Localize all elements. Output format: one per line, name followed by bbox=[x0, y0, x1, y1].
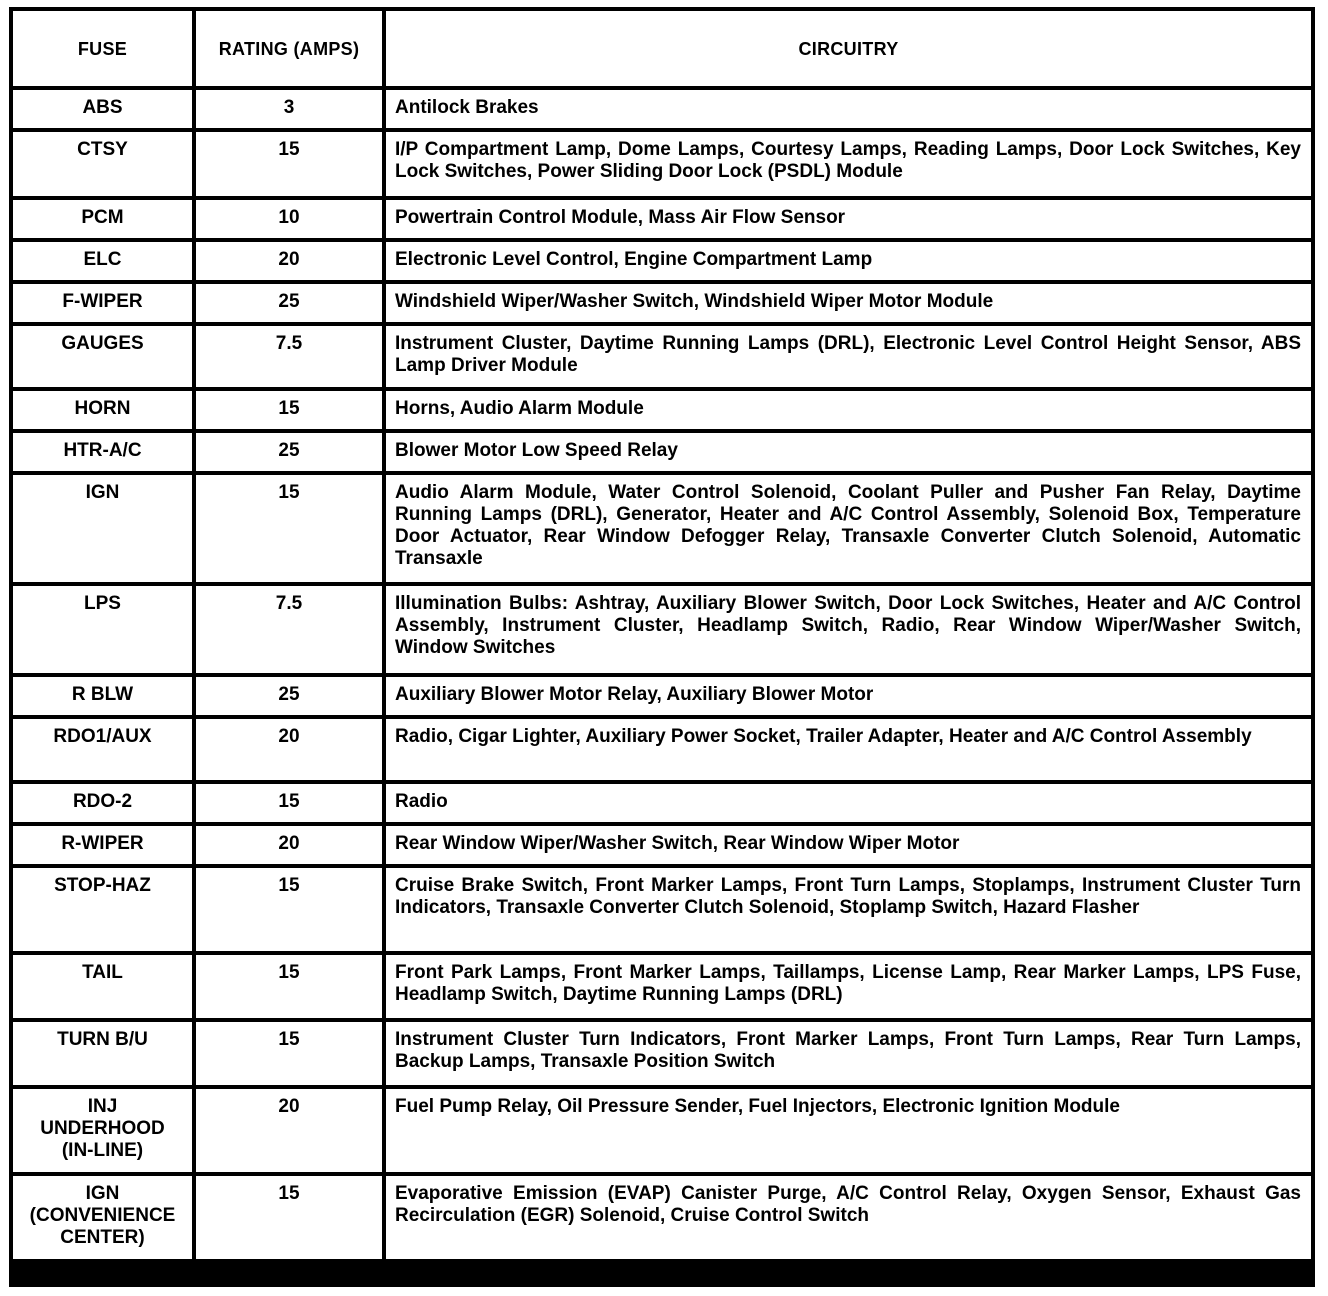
fuse-name: R BLW bbox=[71, 684, 134, 705]
circuitry-cell: Fuel Pump Relay, Oil Pressure Sender, Fuel Injectors, Electronic Ignition Module bbox=[386, 1089, 1311, 1172]
fuse-name: LPS bbox=[84, 593, 121, 614]
circuitry-cell: Radio bbox=[386, 784, 1311, 822]
fuse-name: HTR-A/C bbox=[63, 440, 142, 461]
circuitry-cell: Cruise Brake Switch, Front Marker Lamps, Front Turn Lamps, Stoplamps, Instrument Cluster Turn Indicators, Transaxle Converter Clutch Solenoid, Stoplamp Switch, Hazard Flasher bbox=[386, 868, 1311, 951]
fuse-name: RDO1/AUX bbox=[53, 726, 152, 747]
fuse-cell bbox=[13, 1176, 192, 1259]
circuitry-cell: Evaporative Emission (EVAP) Canister Purge, A/C Control Relay, Oxygen Sensor, Exhaust Gas Recirculation (EGR) Solenoid, Cruise Control Switch bbox=[386, 1176, 1311, 1259]
rating-cell: 15 bbox=[196, 784, 382, 822]
fuse-name: (CONVENIENCE bbox=[29, 1205, 176, 1226]
fuse-name: IGN bbox=[85, 482, 120, 503]
rating-cell: 15 bbox=[196, 955, 382, 1018]
rating-cell: 20 bbox=[196, 719, 382, 780]
fuse-cell bbox=[13, 1089, 192, 1172]
fuse-name: UNDERHOOD bbox=[40, 1118, 165, 1139]
rating-cell: 15 bbox=[196, 1022, 382, 1085]
fuse-cell bbox=[13, 433, 192, 471]
fuse-name: RDO-2 bbox=[72, 791, 133, 812]
circuitry-cell: Instrument Cluster Turn Indicators, Front Marker Lamps, Front Turn Lamps, Rear Turn Lamps, Backup Lamps, Transaxle Position Switch bbox=[386, 1022, 1311, 1085]
fuse-name: GAUGES bbox=[61, 333, 144, 354]
rating-cell: 7.5 bbox=[196, 586, 382, 673]
circuitry-cell: Auxiliary Blower Motor Relay, Auxiliary Blower Motor bbox=[386, 677, 1311, 715]
fuse-cell bbox=[13, 784, 192, 822]
circuitry-cell: Blower Motor Low Speed Relay bbox=[386, 433, 1311, 471]
fuse-cell bbox=[13, 955, 192, 1018]
fuse-name: IGN bbox=[85, 1183, 120, 1204]
fuse-cell bbox=[13, 326, 192, 387]
fuse-name: PCM bbox=[81, 207, 124, 228]
circuitry-cell: Electronic Level Control, Engine Compartment Lamp bbox=[386, 242, 1311, 280]
fuse-name: INJ bbox=[87, 1096, 118, 1117]
fuse-cell bbox=[13, 586, 192, 673]
fuse-name: R-WIPER bbox=[61, 833, 144, 854]
circuitry-cell: Antilock Brakes bbox=[386, 90, 1311, 128]
fuse-name: STOP-HAZ bbox=[54, 875, 151, 896]
fuse-cell bbox=[13, 475, 192, 582]
rating-cell: 15 bbox=[196, 391, 382, 429]
circuitry-cell: Radio, Cigar Lighter, Auxiliary Power Socket, Trailer Adapter, Heater and A/C Control Assembly bbox=[386, 719, 1311, 780]
header-fuse: FUSE bbox=[13, 11, 192, 86]
fuse-cell bbox=[13, 719, 192, 780]
rating-cell: 3 bbox=[196, 90, 382, 128]
fuse-name: CENTER) bbox=[60, 1227, 145, 1248]
rating-cell: 20 bbox=[196, 242, 382, 280]
circuitry-cell: Windshield Wiper/Washer Switch, Windshield Wiper Motor Module bbox=[386, 284, 1311, 322]
header-circuitry: CIRCUITRY bbox=[386, 11, 1311, 86]
fuse-name: F-WIPER bbox=[62, 291, 143, 312]
fuse-cell bbox=[13, 868, 192, 951]
fuse-name: HORN bbox=[74, 398, 131, 419]
fuse-name: ABS bbox=[82, 97, 123, 118]
fuse-cell bbox=[13, 284, 192, 322]
rating-cell: 25 bbox=[196, 677, 382, 715]
circuitry-cell: Instrument Cluster, Daytime Running Lamps (DRL), Electronic Level Control Height Sensor, ABS Lamp Driver Module bbox=[386, 326, 1311, 387]
fuse-name: ELC bbox=[83, 249, 122, 270]
fuse-cell bbox=[13, 132, 192, 196]
rating-cell: 25 bbox=[196, 284, 382, 322]
fuse-cell bbox=[13, 242, 192, 280]
fuse-name: TURN B/U bbox=[57, 1029, 148, 1050]
fuse-cell bbox=[13, 391, 192, 429]
fuse-cell bbox=[13, 90, 192, 128]
fuse-cell bbox=[13, 826, 192, 864]
fuse-cell bbox=[13, 200, 192, 238]
fuse-cell bbox=[13, 1022, 192, 1085]
circuitry-cell: Powertrain Control Module, Mass Air Flow Sensor bbox=[386, 200, 1311, 238]
header-rating: RATING (AMPS) bbox=[196, 11, 382, 86]
circuitry-cell: Horns, Audio Alarm Module bbox=[386, 391, 1311, 429]
circuitry-cell: Rear Window Wiper/Washer Switch, Rear Window Wiper Motor bbox=[386, 826, 1311, 864]
fuse-cell bbox=[13, 677, 192, 715]
rating-cell: 15 bbox=[196, 1176, 382, 1259]
fuse-table bbox=[9, 7, 1315, 1287]
rating-cell: 7.5 bbox=[196, 326, 382, 387]
fuse-name: TAIL bbox=[82, 962, 123, 983]
rating-cell: 10 bbox=[196, 200, 382, 238]
circuitry-cell: I/P Compartment Lamp, Dome Lamps, Courtesy Lamps, Reading Lamps, Door Lock Switches, Key Lock Switches, Power Sliding Door Lock (PSDL) Module bbox=[386, 132, 1311, 196]
rating-cell: 25 bbox=[196, 433, 382, 471]
rating-cell: 20 bbox=[196, 1089, 382, 1172]
rating-cell: 20 bbox=[196, 826, 382, 864]
rating-cell: 15 bbox=[196, 132, 382, 196]
rating-cell: 15 bbox=[196, 475, 382, 582]
circuitry-cell: Audio Alarm Module, Water Control Solenoid, Coolant Puller and Pusher Fan Relay, Daytime Running Lamps (DRL), Generator, Heater and A/C Control Assembly, Solenoid Box, Temperature Door Actuator, Rear Window Defogger Relay, Transaxle Converter Clutch Solenoid, Automatic Transaxle bbox=[386, 475, 1311, 582]
circuitry-cell: Illumination Bulbs: Ashtray, Auxiliary Blower Switch, Door Lock Switches, Heater and A/C Control Assembly, Instrument Cluster, Headlamp Switch, Radio, Rear Window Wiper/Washer Switch, Window Switches bbox=[386, 586, 1311, 673]
fuse-name: (IN-LINE) bbox=[61, 1140, 144, 1161]
circuitry-cell: Front Park Lamps, Front Marker Lamps, Taillamps, License Lamp, Rear Marker Lamps, LPS Fuse, Headlamp Switch, Daytime Running Lamps (DRL) bbox=[386, 955, 1311, 1018]
rating-cell: 15 bbox=[196, 868, 382, 951]
fuse-name: CTSY bbox=[77, 139, 128, 160]
